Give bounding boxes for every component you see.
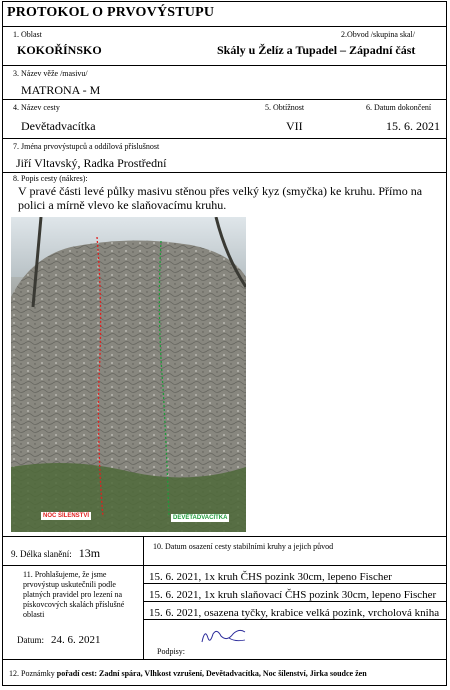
vez-label: 3. Název věže /masivu/ — [13, 69, 88, 78]
divider — [3, 565, 446, 566]
datum-label: Datum: — [17, 635, 44, 645]
poznamky-label: 12. Poznámky — [9, 669, 55, 678]
jmena-value: Jiří Vltavský, Radka Prostřední — [16, 156, 167, 170]
vez-value: MATRONA - M — [21, 83, 101, 97]
popis-label: 8. Popis cesty (nákres): — [13, 174, 88, 183]
poznamky-row — [9, 669, 367, 678]
datum-dokonceni-label: 6. Datum dokončení — [366, 103, 432, 112]
divider — [3, 172, 446, 173]
page-title: PROTOKOL O PRVOVÝSTUPU — [7, 5, 215, 20]
protocol-form — [2, 1, 447, 686]
divider — [3, 138, 446, 139]
divider — [3, 659, 446, 660]
route-label-devetadvacitka: DEVĚTADVACÍTKA — [173, 515, 228, 521]
datum-row — [17, 630, 101, 648]
divider — [143, 601, 446, 602]
oblast-label: 1. Oblast — [13, 30, 42, 39]
signature-image — [199, 624, 249, 648]
popis-value: V pravé části levé půlky masivu stěnou přes velký kyz (smyčka) ke kruhu. Přímo na polici a mírně vlevo ke slaňovacímu kruhu. — [18, 184, 423, 212]
poznamky-value: Zadní spára, Vlhkost vzrušení, Devětadvacítka, Noc šílenství, Jirka soudce žen — [99, 669, 367, 678]
datum-dokonceni-value: 15. 6. 2021 — [386, 119, 440, 133]
rock-photo — [11, 217, 246, 532]
osazeni-item-2: 15. 6. 2021, 1x kruh slaňovací ČHS pozink 30cm, lepeno Fischer — [149, 589, 437, 601]
osazeni-label: 10. Datum osazení cesty stabilními kruhy a jejich původ — [153, 542, 334, 551]
divider — [143, 583, 446, 584]
route-label-noc-silenstvi: NOC ŠÍLENSTVÍ — [43, 513, 90, 519]
cesta-value: Devětadvacítka — [21, 119, 96, 133]
divider — [3, 26, 446, 27]
jmena-label: 7. Jména prvovýstupců a oddílová příslušnost — [13, 142, 160, 151]
cesta-label: 4. Název cesty — [13, 103, 60, 112]
prohlaseni-text: 11. Prohlašujeme, že jsme prvovýstup uskutečnili podle platných pravidel pro lezení na pískovcových skalách příslušné oblasti — [23, 570, 125, 619]
divider — [143, 619, 446, 620]
poznamky-prefix: pořadí cest: — [56, 669, 97, 678]
oblast-value: KOKOŘÍNSKO — [17, 43, 102, 57]
obvod-label: 2.Obvod /skupina skal/ — [341, 30, 415, 39]
divider — [3, 65, 446, 66]
obtiznost-label: 5. Obtížnost — [265, 103, 305, 112]
divider — [3, 99, 446, 100]
divider — [143, 565, 144, 659]
slaneni-label: 9. Délka slanění: — [11, 549, 72, 559]
osazeni-item-1: 15. 6. 2021, 1x kruh ČHS pozink 30cm, lepeno Fischer — [149, 571, 392, 583]
slaneni-value: 13m — [78, 546, 101, 560]
podpisy-label: Podpisy: — [157, 647, 186, 656]
osazeni-item-3: 15. 6. 2021, osazena tyčky, krabice velká pozink, vrcholová kniha — [149, 607, 440, 619]
obvod-value: Skály u Želíz a Tupadel – Západní část — [217, 43, 416, 57]
divider — [3, 536, 446, 537]
slaneni-row — [11, 544, 100, 562]
obtiznost-value: VII — [286, 119, 303, 133]
rock-face-drawing — [11, 217, 246, 532]
datum-value: 24. 6. 2021 — [51, 634, 101, 646]
divider — [143, 536, 144, 566]
